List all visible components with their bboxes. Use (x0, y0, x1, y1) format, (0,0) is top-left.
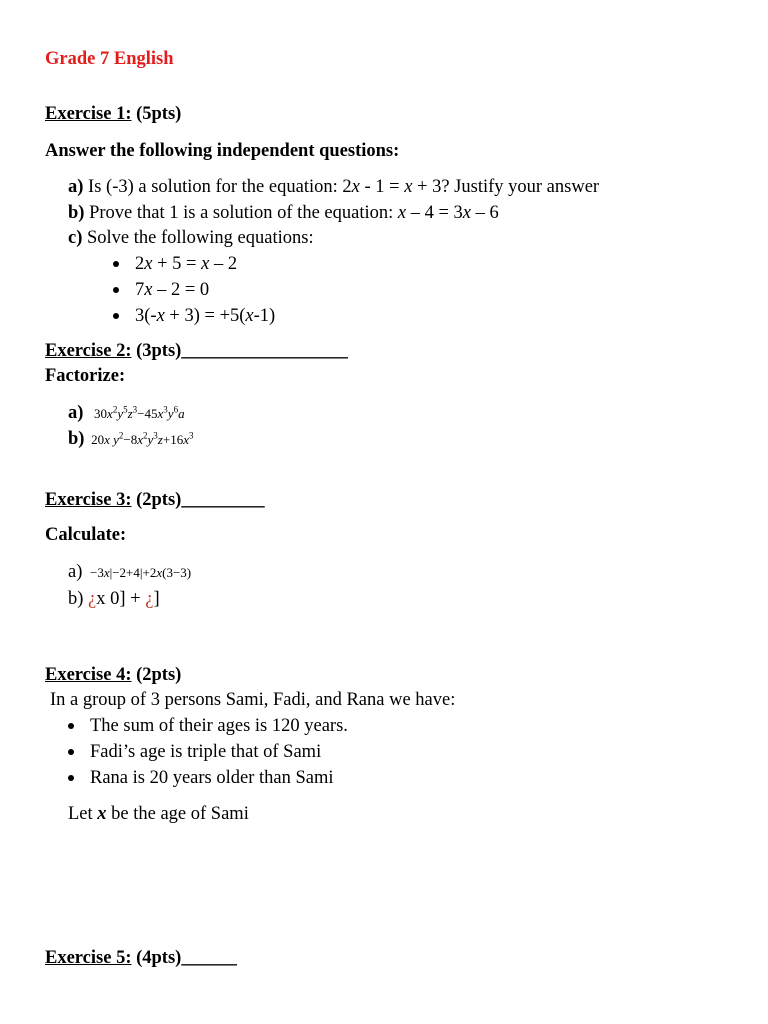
exercise-4-intro: In a group of 3 persons Sami, Fadi, and Rana we have: (50, 690, 456, 710)
exercise-1-item-c: c) Solve the following equations: (68, 228, 314, 248)
exercise-1-points: (5pts) (136, 104, 182, 124)
bullet-icon (68, 723, 74, 729)
exercise-4-bullet-1: The sum of their ages is 120 years. (90, 716, 348, 736)
bullet-icon (68, 775, 74, 781)
exercise-3-heading (45, 491, 265, 510)
exercise-5-label: Exercise 5: (45, 948, 132, 968)
equation-2: 7x – 2 = 0 (135, 280, 210, 300)
bullet-icon (113, 287, 119, 293)
exercise-3-item-b: b) ¿x 0] + ¿] (68, 589, 160, 609)
bullet-icon (113, 261, 119, 267)
exercise-4-points: (2pts) (136, 665, 182, 685)
exercise-1-heading (45, 105, 181, 124)
exercise-4-label: Exercise 4: (45, 665, 132, 685)
exercise-2-points: (3pts)__________________ (136, 341, 348, 361)
exercise-1-label: Exercise 1: (45, 104, 132, 124)
exercise-2-item-b: b) 20x $y^2-8x^2y^3z+16x^3$ (68, 429, 194, 449)
exercise-1-item-b: b) Prove that 1 is a solution of the equation: x – 4 = 3x – 6 (68, 203, 499, 223)
exercise-2-heading (45, 342, 348, 361)
exercise-2-label: Exercise 2: (45, 341, 132, 361)
exercise-3-label: Exercise 3: (45, 490, 132, 510)
exercise-4-heading (45, 666, 181, 685)
equation-1: 2x + 5 = x – 2 (135, 254, 238, 274)
exercise-4-let-statement: Let x be the age of Sami (68, 804, 249, 824)
equation-3: 3(-x + 3) = +5(x-1) (135, 306, 276, 326)
exercise-5-heading (45, 949, 237, 968)
exercise-2-item-a: a) $30x^2y^5z^3-45x^3y^6a$ (68, 403, 185, 423)
document-title: Grade 7 English (45, 49, 174, 69)
exercise-1-item-a: a) Is (-3) a solution for the equation: 2x - 1 = x + 3? Justify your answer (68, 177, 600, 197)
exercise-2-instruction: Factorize: (45, 366, 126, 386)
exercise-3-points: (2pts)_________ (136, 490, 265, 510)
exercise-4-bullet-3: Rana is 20 years older than Sami (90, 768, 334, 788)
exercise-3-item-a: a) −3x|−2+4|+2x(3−3) (68, 562, 192, 582)
exercise-1-instruction: Answer the following independent questions: (45, 141, 400, 161)
exercise-5-points: (4pts)______ (136, 948, 237, 968)
exercise-4-bullet-2: Fadi’s age is triple that of Sami (90, 742, 322, 762)
exercise-3-instruction: Calculate: (45, 525, 127, 545)
bullet-icon (113, 313, 119, 319)
bullet-icon (68, 749, 74, 755)
